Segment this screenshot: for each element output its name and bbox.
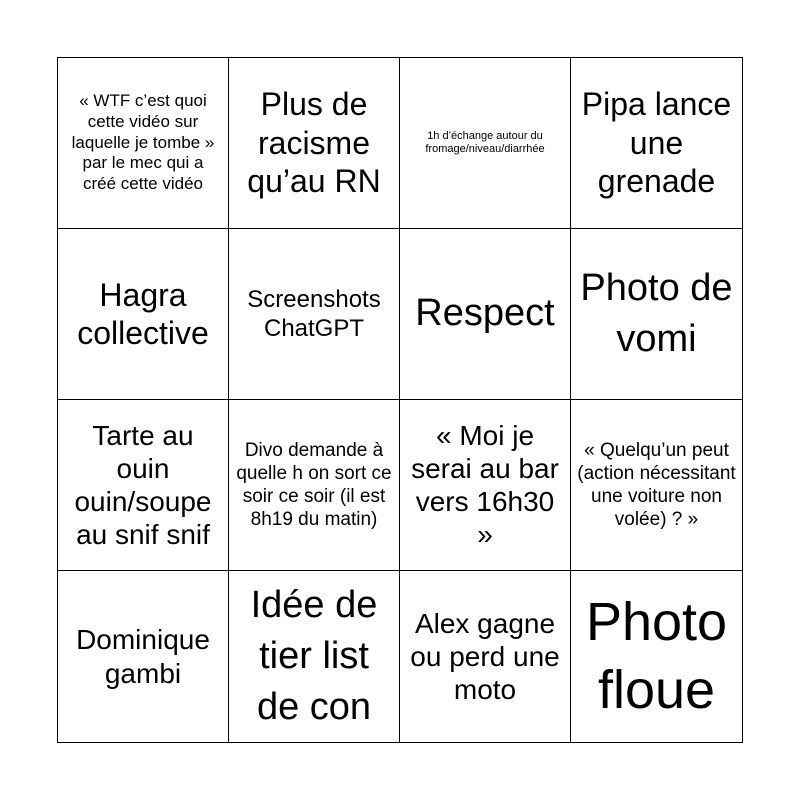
- bingo-cell[interactable]: Pipa lance une grenade: [571, 58, 742, 229]
- bingo-cell[interactable]: Hagra collective: [58, 229, 229, 400]
- bingo-cell[interactable]: Tarte au ouin ouin/soupe au snif snif: [58, 400, 229, 571]
- bingo-cell[interactable]: 1h d’échange autour du fromage/niveau/diarrhée: [400, 58, 571, 229]
- bingo-cell[interactable]: « Quelqu’un peut (action nécessitant une voiture non volée) ? »: [571, 400, 742, 571]
- bingo-cell[interactable]: « WTF c’est quoi cette vidéo sur laquelle je tombe » par le mec qui a créé cette vidéo: [58, 58, 229, 229]
- bingo-cell[interactable]: Divo demande à quelle h on sort ce soir ce soir (il est 8h19 du matin): [229, 400, 400, 571]
- bingo-cell[interactable]: Screenshots ChatGPT: [229, 229, 400, 400]
- bingo-cell[interactable]: Idée de tier list de con: [229, 571, 400, 742]
- bingo-cell[interactable]: Photo de vomi: [571, 229, 742, 400]
- bingo-cell[interactable]: Dominique gambi: [58, 571, 229, 742]
- bingo-cell[interactable]: « Moi je serai au bar vers 16h30 »: [400, 400, 571, 571]
- bingo-board: [57, 57, 743, 743]
- bingo-cell[interactable]: Photo floue: [585, 592, 728, 720]
- bingo-cell[interactable]: Alex gagne ou perd une moto: [400, 571, 571, 742]
- bingo-cell[interactable]: Respect: [400, 229, 571, 400]
- bingo-cell[interactable]: Plus de racisme qu’au RN: [229, 58, 400, 229]
